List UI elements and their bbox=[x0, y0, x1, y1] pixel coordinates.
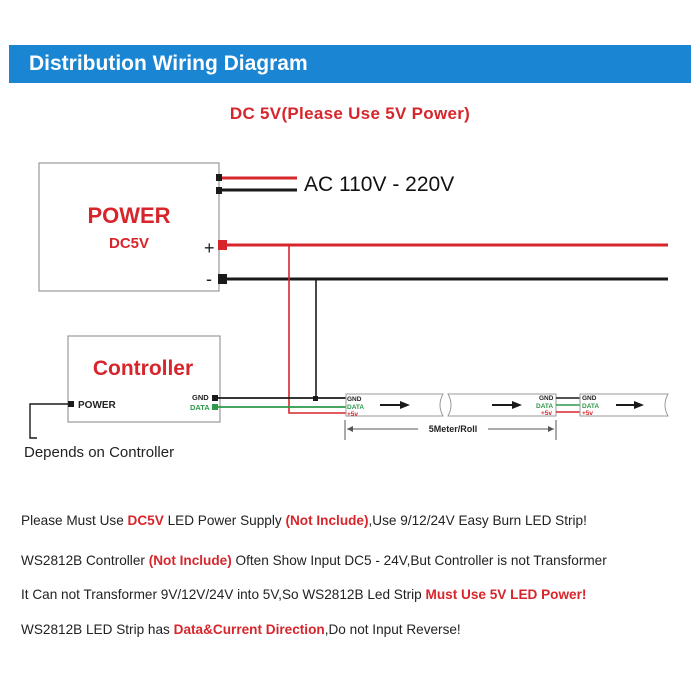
negative-terminal bbox=[218, 274, 227, 284]
ac-input-label: AC 110V - 220V bbox=[304, 173, 455, 196]
power-voltage-label: DC5V bbox=[108, 235, 150, 252]
controller-power-lead bbox=[30, 404, 68, 438]
note-highlight: DC5V bbox=[127, 513, 164, 528]
minus-terminal-label: - bbox=[206, 269, 212, 289]
note-highlight: (Not Include) bbox=[148, 553, 232, 568]
note-text: Often Show Input DC5 - 24V,But Controller is not Transformer bbox=[231, 553, 607, 568]
diagram-title: Distribution Wiring Diagram bbox=[29, 52, 308, 75]
strip2-data-label: DATA bbox=[536, 403, 554, 410]
controller-power-terminal bbox=[68, 401, 74, 407]
note-text: LED Power Supply bbox=[163, 513, 286, 528]
strip3-5v-label: +5v bbox=[582, 410, 594, 417]
note-text: WS2812B LED Strip has bbox=[21, 622, 174, 637]
note-line bbox=[21, 622, 461, 637]
note-highlight: Must Use 5V LED Power! bbox=[425, 587, 587, 602]
positive-drop-wire bbox=[289, 245, 346, 413]
strip3-data-label: DATA bbox=[582, 403, 600, 410]
strip2-gnd-label: GND bbox=[539, 395, 554, 402]
note-text: WS2812B Controller bbox=[21, 553, 149, 568]
strip1-gnd-label: GND bbox=[347, 396, 362, 403]
dimension-left-arrow-icon bbox=[347, 426, 353, 432]
controller-gnd-terminal bbox=[212, 395, 218, 401]
note-text: Please Must Use bbox=[21, 513, 128, 528]
voltage-subtitle: DC 5V(Please Use 5V Power) bbox=[229, 104, 471, 123]
note-highlight: (Not Include) bbox=[285, 513, 369, 528]
power-label: POWER bbox=[87, 203, 171, 228]
strip-length-label: 5Meter/Roll bbox=[428, 424, 478, 434]
dimension-right-arrow-icon bbox=[548, 426, 554, 432]
positive-terminal bbox=[218, 240, 227, 250]
note-highlight: Data&Current Direction bbox=[173, 622, 325, 637]
note-line bbox=[21, 553, 607, 568]
controller-power-pin-label: POWER bbox=[78, 400, 116, 411]
plus-terminal-label: + bbox=[204, 238, 215, 258]
strip2-5v-label: +5v bbox=[541, 410, 553, 417]
ac-terminal-1 bbox=[216, 174, 222, 181]
strip3-gnd-label: GND bbox=[582, 395, 597, 402]
controller-label: Controller bbox=[92, 357, 194, 380]
note-line bbox=[21, 513, 587, 528]
strip1-data-label: DATA bbox=[347, 404, 365, 411]
note-text: It Can not Transformer 9V/12V/24V into 5V,So WS2812B Led Strip bbox=[21, 587, 426, 602]
controller-power-note: Depends on Controller bbox=[24, 444, 175, 461]
note-text: ,Use 9/12/24V Easy Burn LED Strip! bbox=[368, 513, 587, 528]
controller-gnd-pin-label: GND bbox=[192, 393, 209, 402]
strip1-5v-label: +5v bbox=[347, 411, 359, 418]
note-text: ,Do not Input Reverse! bbox=[324, 622, 461, 637]
ac-terminal-2 bbox=[216, 187, 222, 194]
note-line bbox=[21, 587, 586, 602]
controller-data-terminal bbox=[212, 404, 218, 410]
controller-data-pin-label: DATA bbox=[190, 403, 210, 412]
